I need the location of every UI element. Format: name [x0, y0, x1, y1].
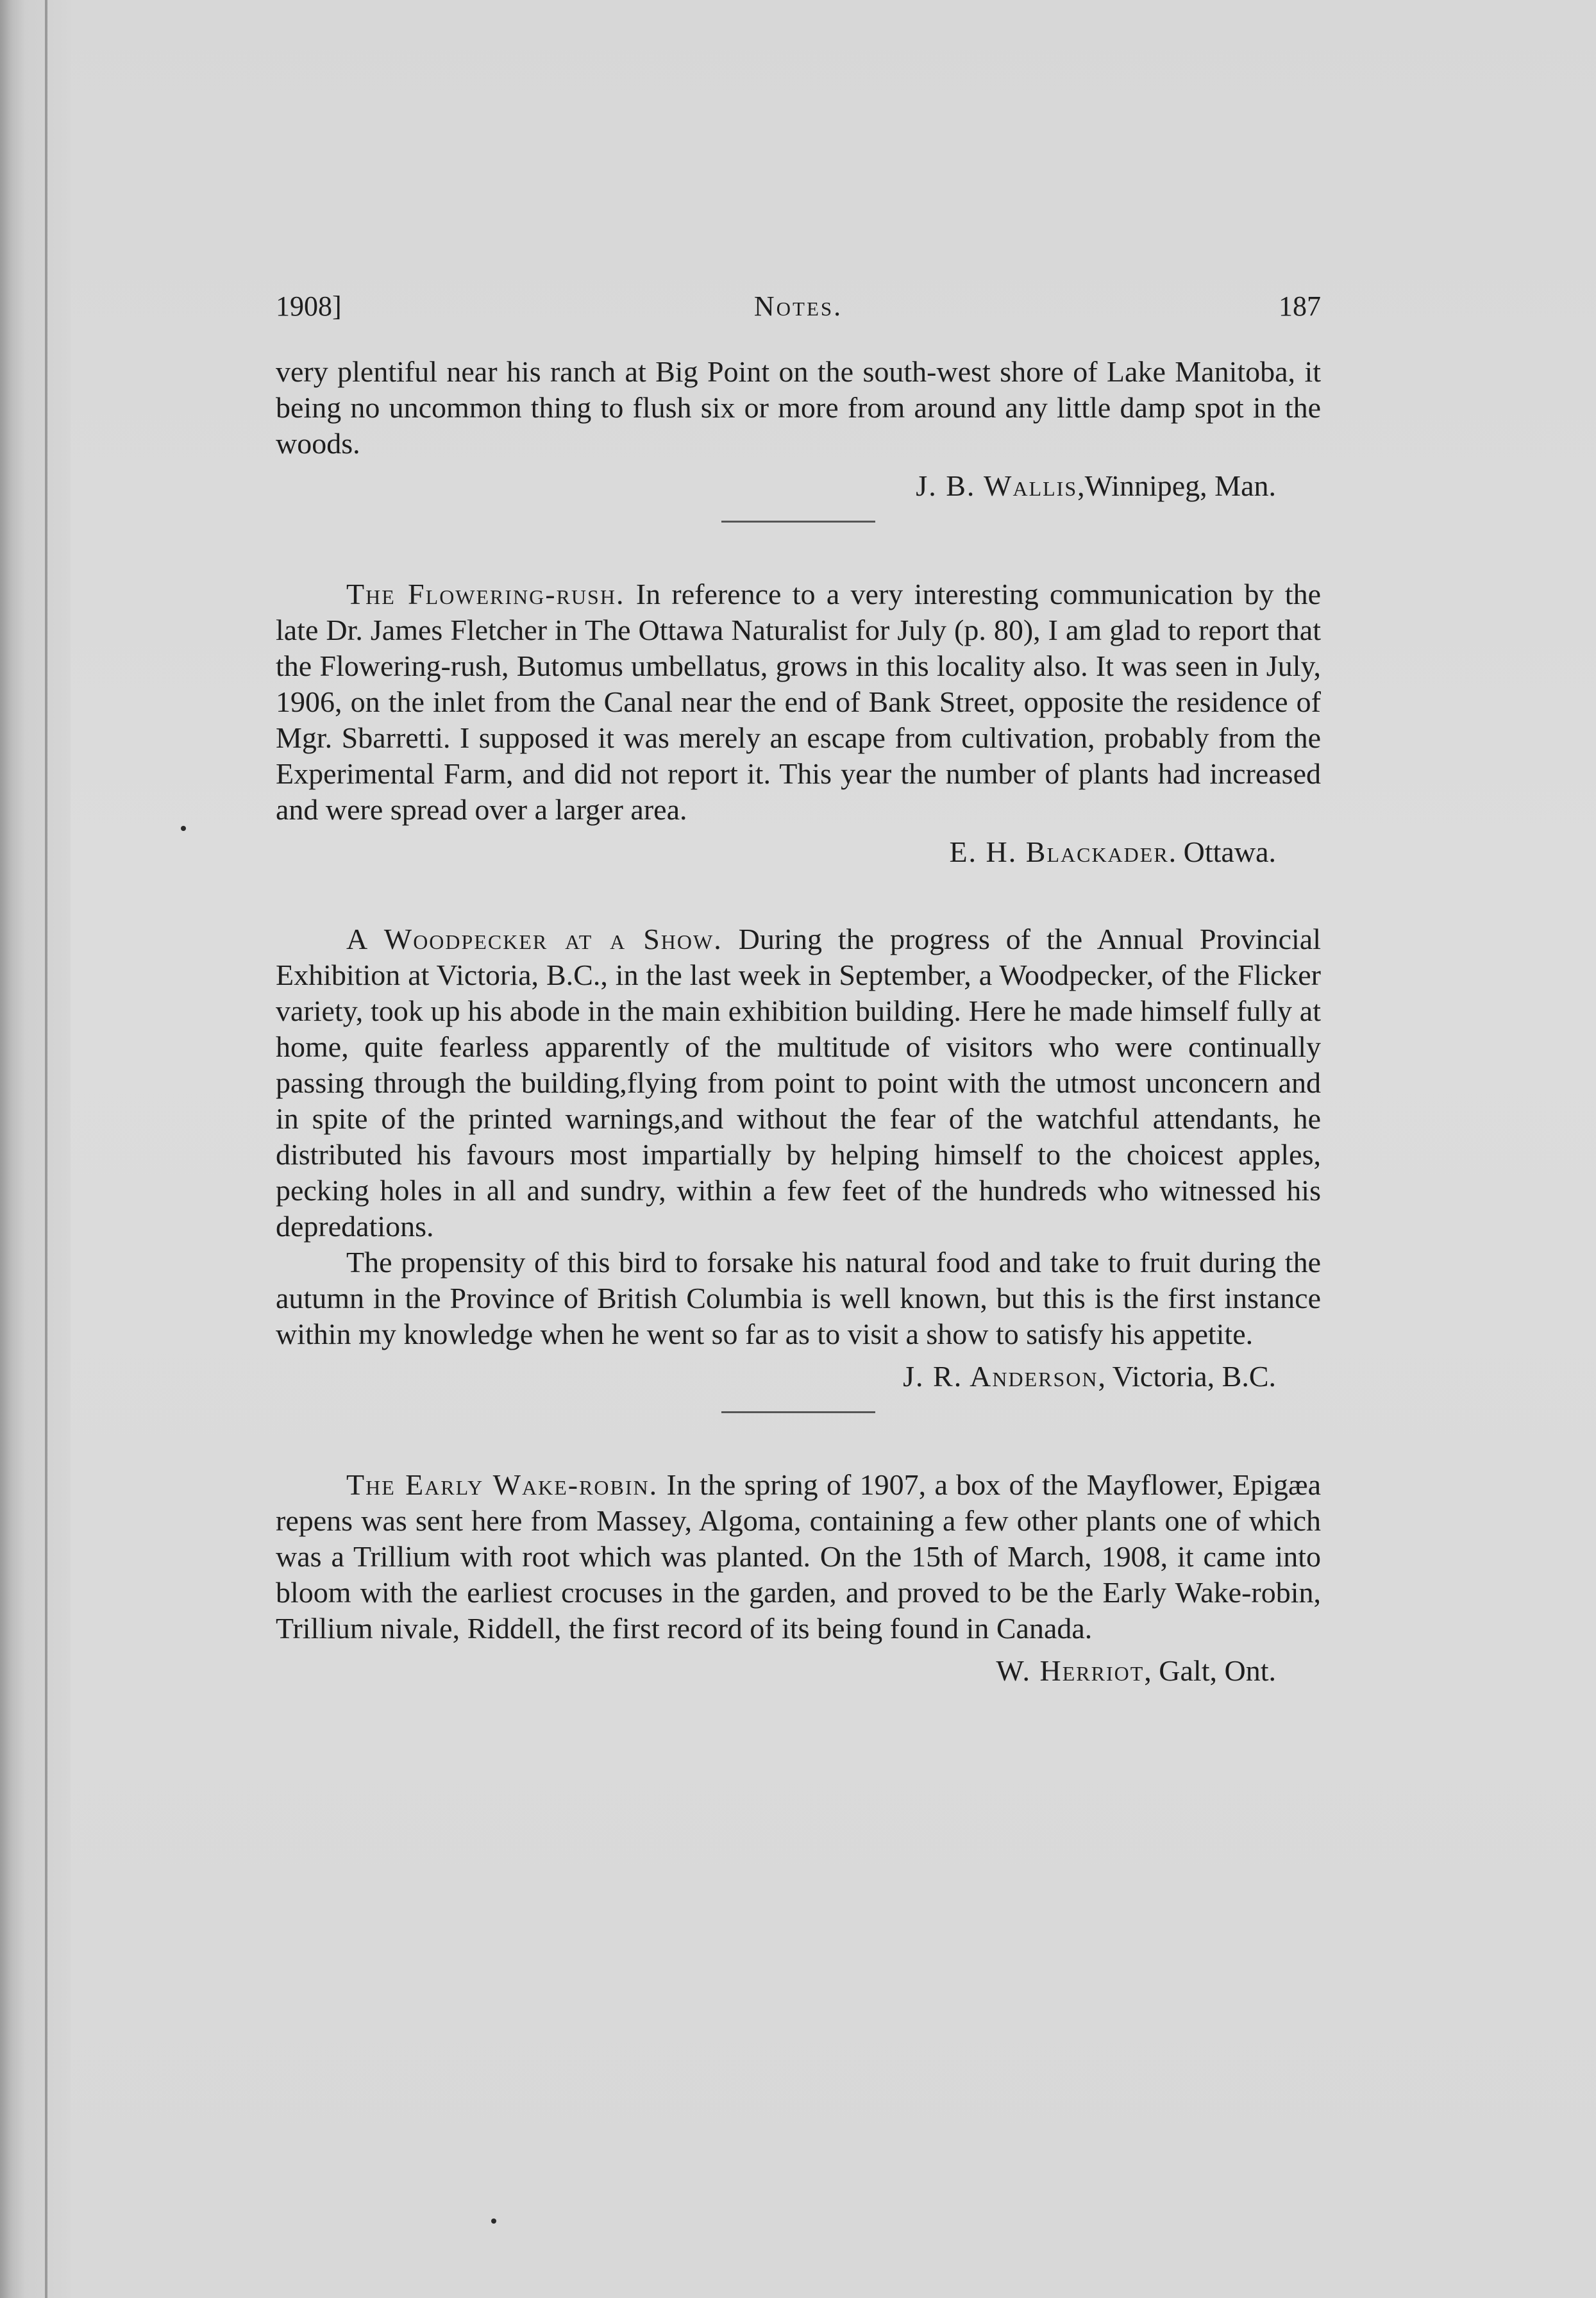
note-heading: The Early Wake-robin. — [346, 1468, 659, 1501]
note-continuation — [276, 354, 1321, 504]
signature-place: ,Winnipeg, Man. — [1077, 469, 1276, 502]
signature-name: J. R. Anderson — [903, 1360, 1098, 1393]
header-year: 1908] — [276, 290, 342, 322]
note-paragraph: The propensity of this bird to forsake his natural food and take to fruit during the autumn in the Province of British Columbia is well known, but this is the first instance within my knowledge when he went so far as to visit a show to satisfy his appetite. — [276, 1246, 1321, 1350]
print-speck — [181, 826, 186, 831]
note-paragraph — [276, 921, 1321, 1245]
page-header — [276, 290, 1321, 335]
signature-place: . Ottawa. — [1168, 835, 1276, 868]
note-signature — [276, 1653, 1321, 1689]
note-paragraph — [276, 576, 1321, 828]
binding-shadow-line — [45, 0, 47, 2298]
page-number: 187 — [1279, 290, 1321, 322]
signature-name: W. Herriot — [996, 1654, 1145, 1687]
print-speck — [491, 2218, 496, 2224]
note-flowering-rush — [276, 576, 1321, 870]
note-text: In reference to a very interesting communication by the late Dr. James Fletcher in The Ottawa Naturalist for July (p. 80), I am glad to report that the Flowering-rush, Butomus umbellatus, grows in this locality also. It was seen in July, 1906, on the inlet from the Canal near the end of Bank Street, opposite the residence of Mgr. Sbarretti. I supposed it was merely an escape from cultivation, probably from the Experimental Farm, and did not report it. This year the number of plants had increased and were spread over a larger area. — [276, 578, 1322, 826]
signature-place: , Galt, Ont. — [1144, 1654, 1276, 1687]
note-signature — [276, 834, 1321, 870]
note-heading: The Flowering-rush. — [346, 578, 625, 610]
note-early-wake-robin — [276, 1467, 1321, 1689]
page-content — [276, 354, 1321, 1689]
signature-name: J. B. Wallis — [916, 469, 1078, 502]
note-paragraph: very plentiful near his ranch at Big Point on the south-west shore of Lake Manitoba, it being no uncommon thing to flush six or more from around any little damp spot in the woods. — [276, 355, 1321, 460]
section-divider — [721, 521, 875, 523]
note-paragraph — [276, 1467, 1321, 1647]
binding-edge — [0, 0, 71, 2298]
section-gap — [276, 870, 1321, 921]
note-text: During the progress of the Annual Provincial Exhibition at Victoria, B.C., in the last week in September, a Woodpecker, of the Flicker variety, took up his abode in the main exhibition building. Here he made himself fully at home, quite fearless apparently of the multitude of visitors who were continually passing through the building,flying from point to point with the utmost unconcern and in spite of the printed warnings,and without the fear of the watchful attendants, he distributed his favours most impartially by helping himself to the choicest apples, pecking holes in all and sundry, within a few feet of the hundreds who witnessed his depredations. — [276, 923, 1321, 1243]
section-divider — [721, 1411, 875, 1413]
running-title: Notes. — [753, 290, 843, 322]
note-signature — [276, 1359, 1321, 1395]
note-woodpecker — [276, 921, 1321, 1395]
signature-place: , Victoria, B.C. — [1098, 1360, 1276, 1393]
signature-name: E. H. Blackader — [949, 835, 1169, 868]
note-heading: A Woodpecker at a Show. — [346, 923, 723, 955]
note-text: In the spring of 1907, a box of the Mayflower, Epigæa repens was sent here from Massey, Algoma, containing a few other plants one of which was a Trillium with root which was planted. On the 15th of March, 1908, it came into bloom with the earliest crocuses in the garden, and proved to be the Early Wake-robin, Trillium nivale, Riddell, the first record of its being found in Canada. — [276, 1468, 1322, 1645]
note-signature — [276, 468, 1321, 504]
